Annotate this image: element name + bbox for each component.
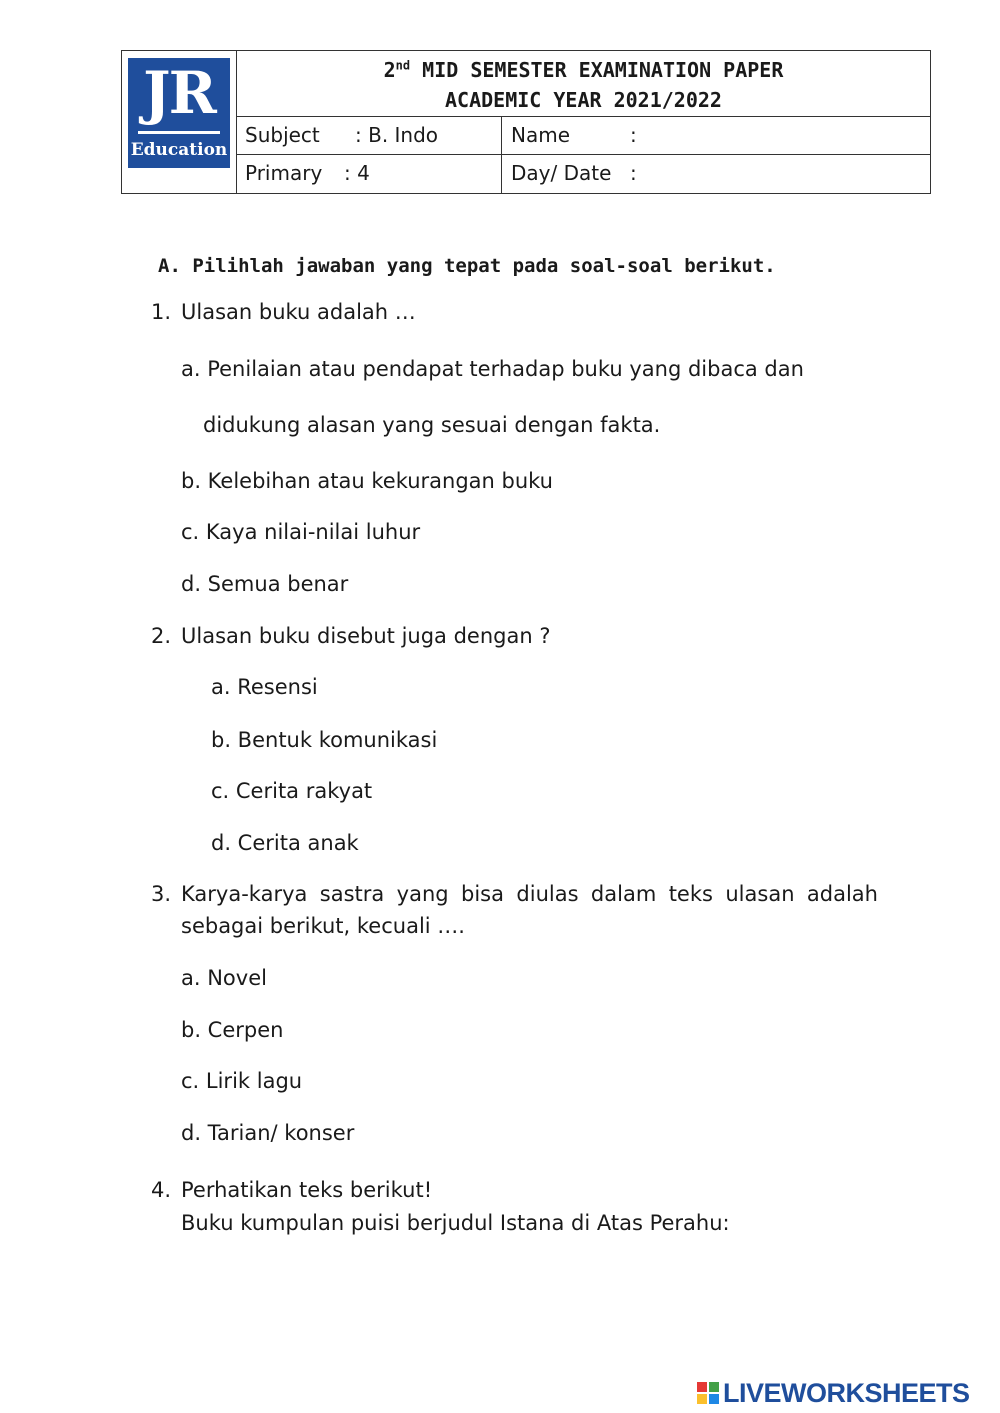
date-label: Day/ Date xyxy=(511,161,612,185)
exam-title-line2: ACADEMIC YEAR 2021/2022 xyxy=(445,88,722,112)
primary-value: : 4 xyxy=(344,161,370,185)
q1-option-b[interactable]: b. Kelebihan atau kekurangan buku xyxy=(181,469,553,493)
question-number: 4. xyxy=(151,1178,172,1202)
logo-divider xyxy=(138,131,220,134)
subject-value: : B. Indo xyxy=(355,123,439,147)
q3-option-a[interactable]: a. Novel xyxy=(181,966,267,990)
subject-label: Subject xyxy=(245,123,320,147)
exam-header xyxy=(121,50,931,194)
q1-option-d[interactable]: d. Semua benar xyxy=(181,572,349,596)
header-row-primary xyxy=(237,155,930,193)
section-title: A. Pilihlah jawaban yang tepat pada soal-soal berikut. xyxy=(158,255,776,277)
question-number: 3. xyxy=(151,882,172,906)
question-1 xyxy=(151,298,416,326)
question-3-number xyxy=(151,880,181,908)
logo-cell xyxy=(122,51,237,193)
name-value: : xyxy=(630,123,637,147)
q1-option-a-continued: didukung alasan yang sesuai dengan fakta. xyxy=(203,413,661,437)
q2-option-c[interactable]: c. Cerita rakyat xyxy=(211,779,373,803)
question-text: Ulasan buku disebut juga dengan ? xyxy=(181,624,551,648)
exam-title xyxy=(237,51,930,117)
q1-option-c[interactable]: c. Kaya nilai-nilai luhur xyxy=(181,520,421,544)
logo-subtext: Education xyxy=(130,140,228,160)
logo-text: JR xyxy=(143,59,215,127)
q3-option-d[interactable]: d. Tarian/ konser xyxy=(181,1121,355,1145)
question-3-text-line2: sebagai berikut, kecuali …. xyxy=(181,914,465,938)
q2-option-b[interactable]: b. Bentuk komunikasi xyxy=(211,728,438,752)
question-text: Ulasan buku adalah … xyxy=(181,300,416,324)
date-value: : xyxy=(630,161,637,185)
primary-label: Primary xyxy=(245,161,323,185)
question-4 xyxy=(151,1176,432,1204)
date-field[interactable] xyxy=(501,155,930,193)
question-2 xyxy=(151,622,551,650)
watermark-text: LIVEWORKSHEETS xyxy=(723,1378,970,1408)
q2-option-a[interactable]: a. Resensi xyxy=(211,675,318,699)
question-3-text-line1: Karya-karya sastra yang bisa diulas dalam teks ulasan adalah xyxy=(181,882,878,906)
header-row-subject xyxy=(237,117,930,155)
exam-title-line1: 2nd MID SEMESTER EXAMINATION PAPER xyxy=(383,58,784,82)
q3-option-b[interactable]: b. Cerpen xyxy=(181,1018,284,1042)
name-field[interactable] xyxy=(501,117,930,154)
liveworksheets-icon xyxy=(697,1382,719,1404)
q1-option-a[interactable]: a. Penilaian atau pendapat terhadap buku yang dibaca dan xyxy=(181,357,804,381)
name-label: Name xyxy=(511,123,571,147)
question-4-subtext: Buku kumpulan puisi berjudul Istana di Atas Perahu: xyxy=(181,1211,730,1235)
question-number: 2. xyxy=(151,624,172,648)
question-number: 1. xyxy=(151,300,172,324)
q2-option-d[interactable]: d. Cerita anak xyxy=(211,831,359,855)
question-text: Perhatikan teks berikut! xyxy=(181,1178,433,1202)
q3-option-c[interactable]: c. Lirik lagu xyxy=(181,1069,303,1093)
jr-education-logo xyxy=(128,58,230,168)
